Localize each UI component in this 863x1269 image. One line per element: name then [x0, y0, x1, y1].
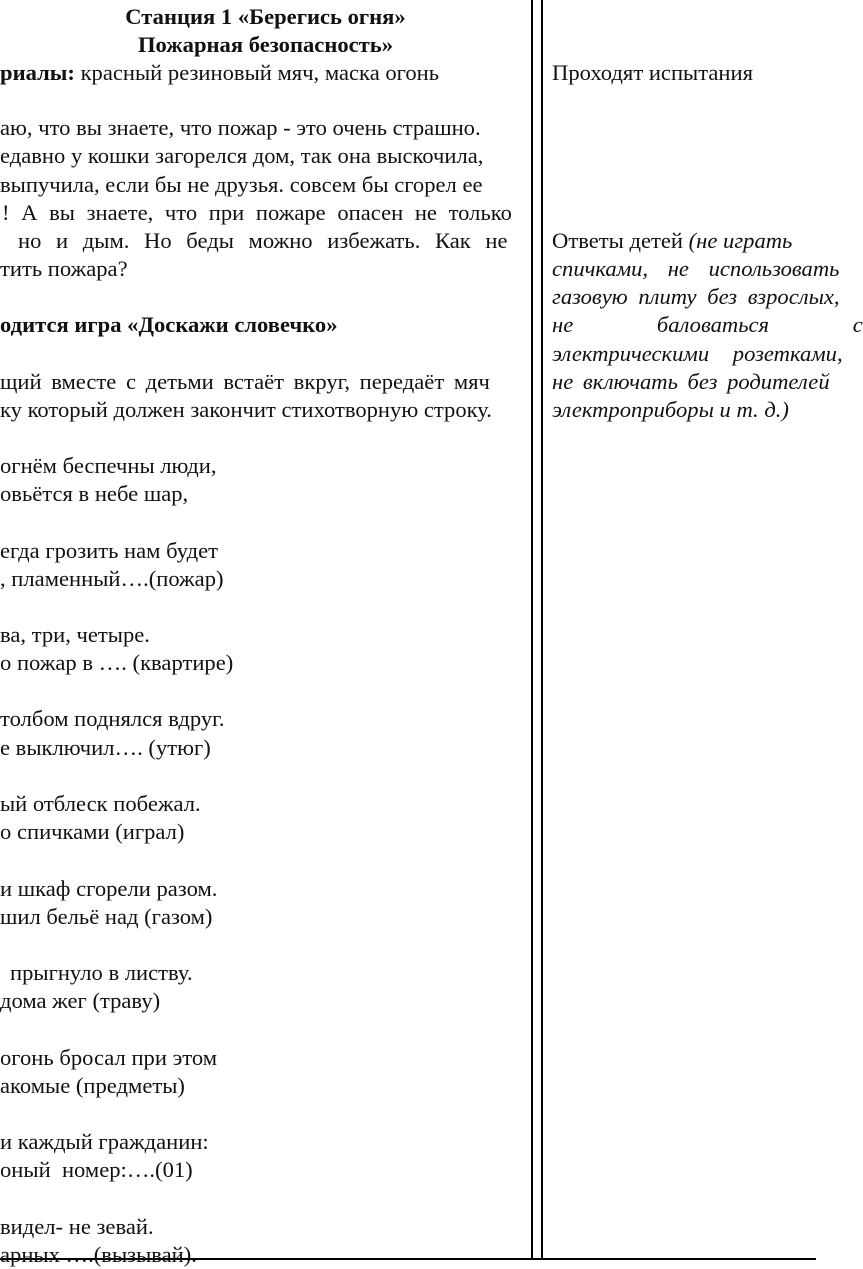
- answers-line-4: не баловаться с: [552, 312, 863, 337]
- verse-1-line-1: огнём беспечны люди,: [0, 453, 217, 478]
- intro-line-3: [0, 171, 531, 199]
- answers-line-5: электрическими розетками,: [552, 341, 843, 366]
- station-subtitle: Пожарная безопасность»: [137, 32, 394, 57]
- verse-4-line-1: толбом поднялся вдруг.: [0, 706, 225, 731]
- intro-text-1: аю, что вы знаете, что пожар - это очень страшно.: [0, 115, 481, 140]
- verse-10-line-1: видел- не зевай.: [0, 1214, 154, 1239]
- answers-label: Ответы детей: [552, 228, 689, 253]
- verse-10-line-2: арных ….(вызывай).: [0, 1242, 197, 1267]
- answers-line-6: не включать без родителей: [552, 369, 830, 394]
- answers-line-2: спичками, не использовать: [552, 256, 840, 281]
- materials-line: [0, 59, 439, 87]
- verse-3-line-2: о пожар в …. (квартире): [0, 650, 234, 675]
- answers-text-1: (не играть: [688, 228, 793, 253]
- answers-line-3: газовую плиту без взрослых,: [552, 284, 840, 309]
- verse-9-line-1: и каждый гражданин:: [0, 1129, 209, 1154]
- intro-text-2: едавно у кошки загорелся дом, так она выскочила,: [0, 143, 484, 168]
- verse-8-line-1: огонь бросал при этом: [0, 1045, 218, 1070]
- verse-6-line-2: шил бельё над (газом): [0, 904, 213, 929]
- materials-text: красный резиновый мяч, маска огонь: [74, 60, 440, 85]
- intro-line-5: но и дым. Но беды можно избежать. Как не: [18, 228, 508, 253]
- intro-line-1: [0, 114, 531, 142]
- intro-line-4: ! А вы знаете, что при пожаре опасен не только: [2, 200, 512, 225]
- intro-line-6: тить пожара?: [0, 256, 128, 281]
- verse-9-line-2: оный номер:….(01): [0, 1157, 193, 1182]
- table-border-left: [531, 0, 533, 1258]
- right-column: [543, 0, 863, 1258]
- verse-5-line-2: о спичками (играл): [0, 819, 185, 844]
- verse-6-line-1: и шкаф сгорели разом.: [0, 876, 218, 901]
- game-intro-line-2: ку который должен закончит стихотворную строку.: [0, 397, 492, 422]
- game-intro-line-1: щий вместе с детьми встаёт вкруг, передаёт мяч: [0, 369, 490, 394]
- game-title: одится игра «Доскажи словечко»: [0, 312, 338, 337]
- intro-text-3: выпучила, если бы не друзья. совсем бы сгорел ее: [0, 172, 483, 197]
- verse-5-line-1: ый отблеск побежал.: [0, 791, 201, 816]
- verse-3-line-1: ва, три, четыре.: [0, 622, 150, 647]
- verse-2-line-2: , пламенный….(пожар): [0, 566, 224, 591]
- materials-label: риалы:: [0, 60, 75, 85]
- verse-8-line-2: акомые (предметы): [0, 1073, 185, 1098]
- tests-text: Проходят испытания: [552, 60, 753, 85]
- station-title: Станция 1 «Берегись огня»: [125, 4, 406, 29]
- verse-7-line-2: дома жег (траву): [0, 988, 161, 1013]
- answers-line-7: электроприборы и т. д.): [552, 397, 789, 422]
- answers-line-1: [552, 227, 792, 255]
- verse-7-line-1: прыгнуло в листву.: [10, 960, 193, 985]
- verse-4-line-2: е выключил…. (утюг): [0, 735, 211, 760]
- verse-2-line-1: егда грозить нам будет: [0, 538, 219, 563]
- verse-1-line-2: овьётся в небе шар,: [0, 481, 189, 506]
- intro-line-2: [0, 142, 531, 170]
